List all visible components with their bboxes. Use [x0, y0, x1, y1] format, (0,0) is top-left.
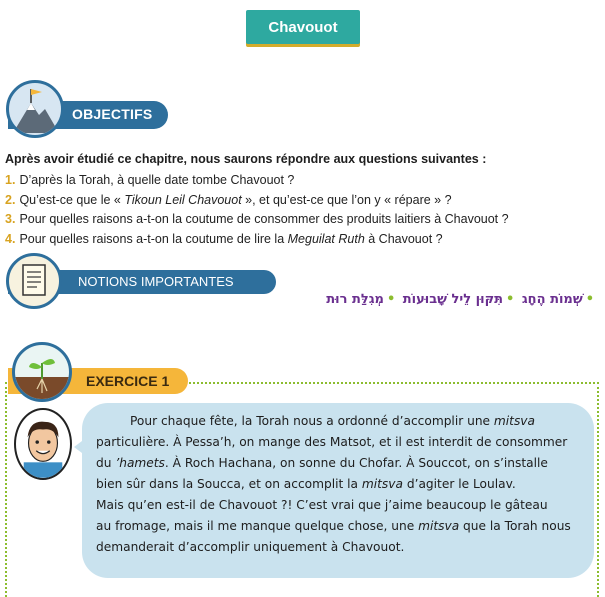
hebrew-term: תִּקּוּן לֵיל שָׁבוּעוֹת — [402, 292, 504, 307]
exercice-line-text: . À Roch Hachana, on sonne du Chofar. À Souccot, on s’installe — [164, 456, 548, 470]
sprout-icon — [12, 342, 72, 402]
exercice-term: mitsva — [418, 519, 460, 533]
boy-avatar — [14, 408, 72, 480]
question-text-pre: Pour quelles raisons a-t-on la coutume de lire la — [19, 231, 288, 246]
exercice-line — [96, 474, 586, 495]
exercice-label: EXERCICE 1 — [86, 373, 170, 389]
exercice-text — [96, 411, 586, 558]
exercice-term: ’hamets — [115, 456, 165, 470]
question-number: 1. — [5, 173, 16, 187]
objectifs-label: OBJECTIFS — [72, 106, 153, 122]
exercice-line — [96, 537, 586, 558]
chapter-title: Chavouot — [268, 18, 338, 36]
exercice-line-text: demanderait d’accomplir uniquement à Chavouot. — [96, 540, 405, 554]
exercice-term: mitsva — [493, 414, 535, 428]
question-text-post: », et qu’est-ce que l’on y « répare » ? — [241, 192, 452, 207]
questions-list — [5, 171, 509, 249]
bullet-dot: • — [585, 292, 594, 307]
hebrew-terms — [326, 292, 597, 307]
exercice-line-text: particulière. À Pessa’h, on mange des Matsot, et il est interdit de consommer — [96, 435, 568, 449]
question-text-post: à Chavouot ? — [364, 231, 443, 246]
chapter-title-tab — [246, 10, 360, 44]
question-text: D’après la Torah, à quelle date tombe Chavouot ? — [19, 173, 295, 187]
bullet-dot: • — [386, 292, 396, 307]
question-text-term: Meguilat Ruth — [287, 231, 365, 246]
exercice-line-text: Mais qu’en est-il de Chavouot ?! C’est vrai que j’aime beaucoup le gâteau — [96, 498, 548, 512]
question-number: 4. — [5, 231, 16, 246]
exercice-line-text: Pour chaque fête, la Torah nous a ordonné d’accomplir une — [130, 414, 494, 428]
question-text-term: Tikoun Leil Chavouot — [124, 192, 242, 207]
bullet-dot: • — [506, 292, 515, 307]
exercice-line-text: d’agiter le Loulav. — [402, 477, 516, 491]
list-item — [5, 191, 509, 211]
question-number: 3. — [5, 212, 16, 226]
exercice-line — [96, 432, 586, 453]
notions-label: NOTIONS IMPORTANTES — [78, 274, 234, 289]
mountain-flag-icon — [6, 80, 64, 138]
hebrew-term: מְגִלַּת רוּת — [326, 292, 384, 307]
exercice-line-text: du — [96, 456, 116, 470]
question-text-pre: Qu’est-ce que le « — [19, 192, 125, 207]
question-text: Pour quelles raisons a-t-on la coutume de consommer des produits laitiers à Chavouot ? — [19, 212, 509, 226]
exercice-line-text: bien sûr dans la Soucca, et on accomplit la — [96, 477, 362, 491]
exercice-line — [96, 411, 586, 432]
exercice-line — [96, 453, 586, 474]
hebrew-term: שְׁמוֹת הֶחָג — [521, 292, 583, 307]
question-number: 2. — [5, 192, 16, 207]
exercice-line — [96, 495, 586, 516]
list-item — [5, 210, 509, 230]
speech-bubble-tail — [74, 438, 86, 456]
list-item — [5, 171, 509, 191]
document-icon — [6, 253, 62, 309]
exercice-term: mitsva — [361, 477, 403, 491]
exercice-line — [96, 516, 586, 537]
exercice-line-text: au fromage, mais il me manque quelque chose, une — [96, 519, 419, 533]
exercice-line-text: que la Torah nous — [459, 519, 571, 533]
list-item — [5, 230, 509, 250]
objectifs-intro: Après avoir étudié ce chapitre, nous saurons répondre aux questions suivantes : — [5, 152, 487, 166]
